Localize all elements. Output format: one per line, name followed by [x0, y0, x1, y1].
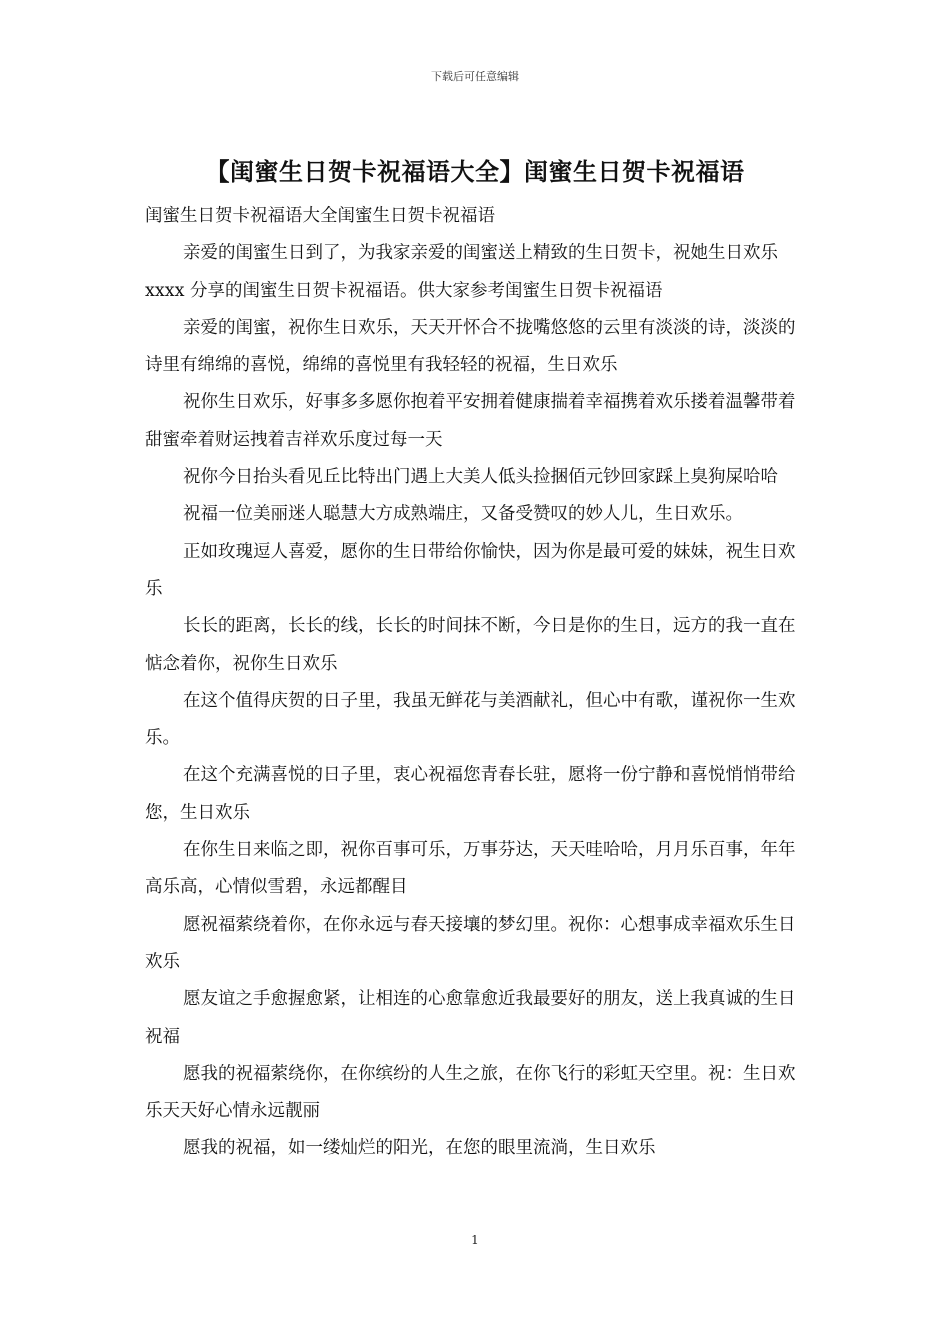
- document-title: 【闺蜜生日贺卡祝福语大全】闺蜜生日贺卡祝福语: [205, 157, 745, 186]
- paragraph: 愿我的祝福，如一缕灿烂的阳光，在您的眼里流淌，生日欢乐: [183, 1138, 656, 1159]
- paragraph: 祝福一位美丽迷人聪慧大方成熟端庄，又备受赞叹的妙人儿，生日欢乐。: [183, 504, 743, 525]
- paragraph: 亲爱的闺蜜，祝你生日欢乐，天天开怀合不拢嘴悠悠的云里有淡淡的诗，淡淡的诗里有绵绵的喜悦，绵绵的喜悦里有我轻轻的祝福，生日欢乐: [145, 317, 796, 376]
- document-body: [145, 198, 810, 1168]
- paragraph: 祝你今日抬头看见丘比特出门遇上大美人低头捡捆佰元钞回家踩上臭狗屎哈哈: [183, 467, 778, 488]
- paragraph: 祝你生日欢乐，好事多多愿你抱着平安拥着健康揣着幸福携着欢乐搂着温馨带着甜蜜牵着财运拽着吉祥欢乐度过每一天: [145, 392, 796, 450]
- header-note: 下载后可任意编辑: [431, 70, 519, 83]
- paragraph: 在这个充满喜悦的日子里，衷心祝福您青春长驻，愿将一份宁静和喜悦悄悄带给您，生日欢乐: [145, 765, 796, 823]
- paragraph: 愿我的祝福萦绕你，在你缤纷的人生之旅，在你飞行的彩虹天空里。祝：生日欢乐天天好心情永远靓丽: [145, 1063, 796, 1122]
- paragraph: 愿友谊之手愈握愈紧，让相连的心愈靠愈近我最要好的朋友，送上我真诚的生日祝福: [145, 989, 796, 1047]
- subtitle-line: 闺蜜生日贺卡祝福语大全闺蜜生日贺卡祝福语: [145, 206, 495, 226]
- page-number: 1: [471, 1233, 479, 1247]
- paragraph: 在这个值得庆贺的日子里，我虽无鲜花与美酒献礼，但心中有歌，谨祝你一生欢乐。: [145, 690, 796, 749]
- paragraph: 愿祝福萦绕着你，在你永远与春天接壤的梦幻里。祝你：心想事成幸福欢乐生日欢乐: [145, 914, 796, 972]
- paragraph: 长长的距离，长长的线，长长的时间抹不断，今日是你的生日，远方的我一直在惦念着你，祝你生日欢乐: [145, 616, 796, 674]
- paragraph: 在你生日来临之即，祝你百事可乐，万事芬达，天天哇哈哈，月月乐百事，年年高乐高，心情似雪碧，永远都醒目: [145, 840, 796, 898]
- paragraph: 正如玫瑰逗人喜爱，愿你的生日带给你愉快，因为你是最可爱的妹妹，祝生日欢乐: [145, 541, 796, 599]
- paragraph: 亲爱的闺蜜生日到了，为我家亲爱的闺蜜送上精致的生日贺卡，祝她生日欢乐 xxxx 分享的闺蜜生日贺卡祝福语。供大家参考闺蜜生日贺卡祝福语: [145, 243, 778, 301]
